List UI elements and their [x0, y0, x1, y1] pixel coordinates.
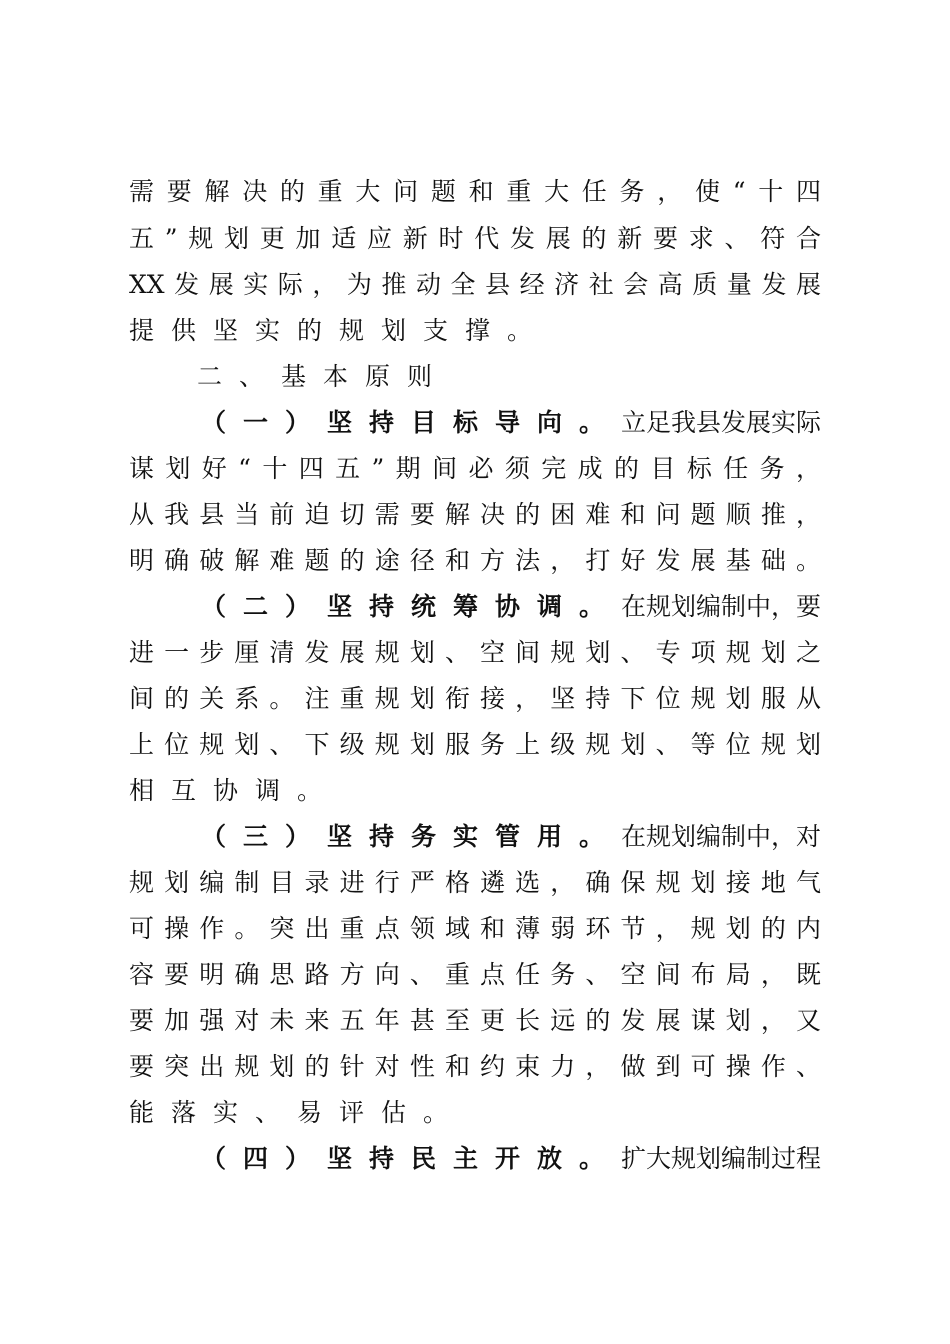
section-heading: 二、基本原则: [197, 362, 450, 391]
principle-title: （三）坚持务实管用。: [201, 822, 622, 851]
body-text-line: 规划编制目录进行严格遴选，确保规划接地气: [129, 868, 821, 897]
principle-title: （四）坚持民主开放。: [201, 1144, 622, 1173]
body-text-line: 容要明确思路方向、重点任务、空间布局，既: [129, 960, 821, 989]
body-text-line: 进一步厘清发展规划、空间规划、专项规划之: [129, 638, 821, 667]
body-text-line: 可操作。突出重点领域和薄弱环节，规划的内: [129, 914, 821, 943]
body-text-line: 间的关系。注重规划衔接，坚持下位规划服从: [129, 684, 821, 713]
principle-text: 在规划编制中，对: [621, 822, 822, 851]
principle-first-line: [129, 1139, 821, 1179]
principle-text: 在规划编制中，要: [621, 592, 822, 621]
body-text-line: 能落实、易评估。: [129, 1098, 466, 1127]
body-text-line: 五”规划更加适应新时代发展的新要求、符合: [129, 224, 821, 253]
principle-title: （二）坚持统筹协调。: [201, 592, 622, 621]
body-text-line: XX发展实际，为推动全县经济社会高质量发展: [129, 270, 821, 299]
principle-first-line: [129, 403, 821, 443]
principle-text: 扩大规划编制过程: [621, 1144, 822, 1173]
body-text-line: 要突出规划的针对性和约束力，做到可操作、: [129, 1052, 821, 1081]
body-text-line: 谋划好“十四五”期间必须完成的目标任务，: [129, 454, 821, 483]
principle-title: （一）坚持目标导向。: [201, 408, 622, 437]
principle-first-line: [129, 587, 821, 627]
body-text-line: 上位规划、下级规划服务上级规划、等位规划: [129, 730, 821, 759]
body-text-line: 要加强对未来五年甚至更长远的发展谋划，又: [129, 1006, 821, 1035]
body-text-line: 提供坚实的规划支撑。: [129, 316, 550, 345]
principle-text: 立足我县发展实际: [621, 408, 822, 437]
body-text-line: 相互协调。: [129, 776, 340, 805]
principle-first-line: [129, 817, 821, 857]
body-text-line: 需要解决的重大问题和重大任务，使“十四: [129, 177, 821, 206]
body-text-line: 从我县当前迫切需要解决的困难和问题顺推，: [129, 500, 821, 529]
body-text-line: 明确破解难题的途径和方法，打好发展基础。: [129, 546, 821, 575]
